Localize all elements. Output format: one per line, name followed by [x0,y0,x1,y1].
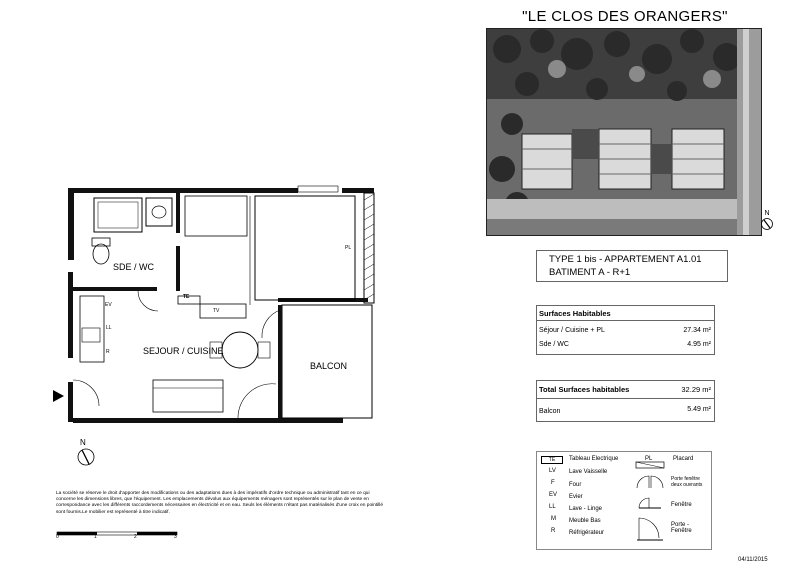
double-door-symbol-icon [635,470,665,490]
totals-box [536,380,715,422]
legend-label: Placard [673,456,694,462]
plan-north-indicator [74,438,98,466]
apartment-info-box [536,250,728,282]
disclaimer-text: La société se réserve le droit d'apporter des modifications ou des adaptations dues à des impératifs d'ordre technique ou administratif tant en ce qui concerne les dimensions libres, que l'équipement. Les emplacements dévolus aux équipements ménagers sont représentés sur le plan de vente en correspondance avec les différents raccordements nécessaires en électricité et en eau. Seuls les éléments n'étant pas matérialisés d'une croix en pointillé sont fournis.Le mobilier est représenté à titre indicatif. [56,491,384,515]
total-label: Total Surfaces habitables [539,385,630,394]
project-title: "LE CLOS DES ORANGERS" [522,8,728,25]
room-label-sde-wc: SDE / WC [113,262,155,272]
legend-code: M [551,516,556,522]
legend-code: LL [549,504,556,510]
porte-fenetre-symbol-icon [637,514,663,542]
surfaces-box [536,305,715,355]
floor-plan [50,180,390,430]
surface-row-value: 4.95 m² [687,341,711,348]
legend-label: Réfrigérateur [569,530,605,536]
total-value: 32.29 m² [681,385,711,394]
legend-label: Four [569,482,582,488]
window-symbol-icon [637,496,663,510]
apartment-type: TYPE 1 bis - APPARTEMENT A1.01 [549,254,702,265]
aerial-north-label: N [764,210,770,217]
legend-code-te: TE [541,456,563,464]
legend-label: Lave - Linge [569,506,603,512]
legend-label: Porte fenêtre deux ouvrants [671,476,703,488]
surface-row-label: Séjour / Cuisine + PL [539,327,605,334]
room-label-sejour: SEJOUR / CUISINE [143,346,224,356]
tag-r: R [106,349,110,355]
surfaces-header: Surfaces Habitables [539,309,611,318]
apartment-building: BATIMENT A - R+1 [549,267,631,278]
legend-code: EV [549,492,558,498]
legend-code: LV [549,468,556,474]
aerial-image [487,29,761,235]
scale-tick-label: 0 [56,534,59,540]
scale-tick-label: 2 [134,534,137,540]
legend-label: Evier [569,494,583,500]
tag-te: TE [183,294,190,300]
legend-label: Meuble Bas [569,518,601,524]
legend-code: F [551,480,555,486]
aerial-north-indicator [760,210,774,236]
compass-icon [74,447,98,467]
tag-ll: LL [106,325,112,331]
scale-bar-graphic [56,531,180,539]
tag-ev: EV [105,302,112,308]
tag-tv: TV [213,308,220,314]
aerial-photo [486,28,762,236]
scale-tick-label: 3 [174,534,177,540]
legend-label: Porte - Fenêtre [671,522,692,534]
scale-tick-label: 1 [94,534,97,540]
plan-north-label: N [80,438,86,447]
tag-pl: PL [345,245,352,251]
surface-row-label: Sde / WC [539,341,569,348]
balcon-value: 5.49 m² [687,406,711,413]
scale-bar [56,526,180,542]
legend-label: Fenêtre [671,502,692,508]
legend-code-pl: PL [645,456,653,462]
compass-icon [760,217,774,231]
room-label-balcon: BALCON [310,361,348,371]
document-date: 04/11/2015 [738,557,768,563]
legend-code: R [551,528,556,534]
legend-label: Tableau Electrique [569,456,619,462]
legend-label: Lave Vaisselle [569,469,608,475]
surface-row-value: 27.34 m² [683,327,711,334]
legend-box [536,451,712,550]
balcon-label: Balcon [539,408,561,415]
